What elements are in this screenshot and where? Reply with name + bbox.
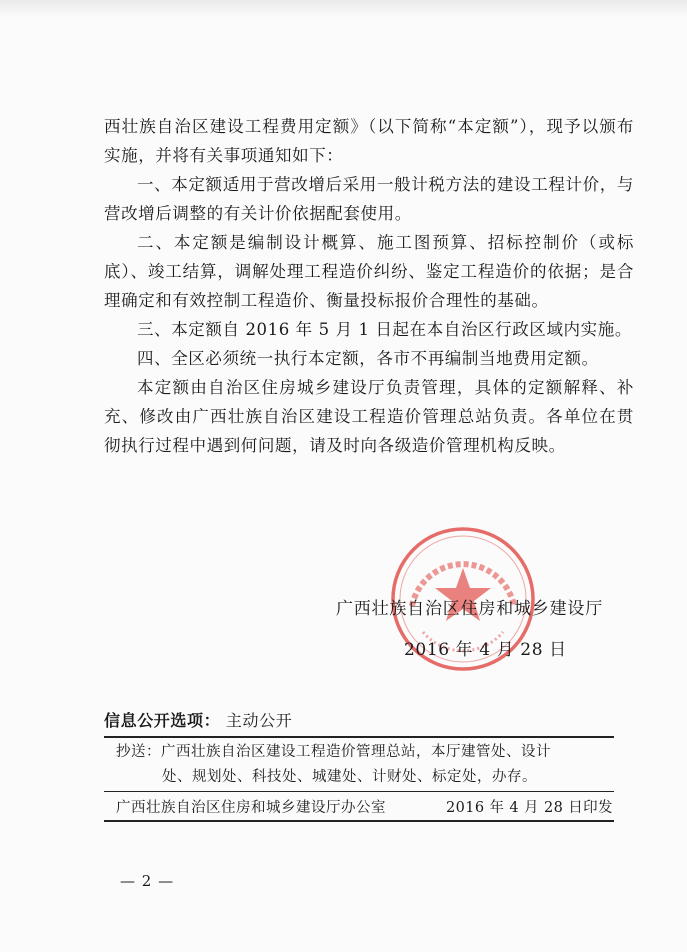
notice-body xyxy=(104,112,634,460)
issuing-office: 广西壮族自治区住房和城乡建设厅办公室 xyxy=(116,800,386,816)
cc-list xyxy=(116,740,606,790)
page-number: — 2 — xyxy=(120,872,175,890)
cc-line-2: 处、规划处、科技处、城建处、计财处、标定处，办存。 xyxy=(162,769,537,785)
disclosure-option xyxy=(104,708,292,731)
scan-edge-shade xyxy=(0,0,687,18)
issue-date: 2016 年 4 月 28 日印发 xyxy=(446,800,613,816)
body-paragraph-4: 四、全区必须统一执行本定额，各市不再编制当地费用定额。 xyxy=(137,349,599,368)
body-paragraph-2: 二、本定额是编制设计概算、施工图预算、招标控制价（或标底）、竣工结算，调解处理工程造价纠纷、鉴定工程造价的依据；是合理确定和有效控制工程造价、衡量投标报价合理性的基础。 xyxy=(104,233,634,310)
divider-bottom xyxy=(104,820,614,822)
body-paragraph-3: 三、本定额自 2016 年 5 月 1 日起在本自治区行政区域内实施。 xyxy=(137,320,632,339)
disclosure-value: 主动公开 xyxy=(225,711,293,730)
signature-org: 广西壮族自治区住房和城乡建设厅 xyxy=(336,599,603,619)
signature-date: 2016 年 4 月 28 日 xyxy=(404,640,567,660)
divider-top xyxy=(104,736,614,738)
body-paragraph-1: 一、本定额适用于营改增后采用一般计税方法的建设工程计价，与营改增后调整的有关计价依据配套使用。 xyxy=(104,175,634,223)
body-paragraph-5: 本定额由自治区住房城乡建设厅负责管理，具体的定额解释、补充、修改由广西壮族自治区建设工程造价管理总站负责。各单位在贯彻执行过程中遇到何问题，请及时向各级造价管理机构反映。 xyxy=(104,378,634,455)
body-paragraph-intro: 西壮族自治区建设工程费用定额》（以下简称“本定额”），现予以颁布实施，并将有关事项通知如下： xyxy=(104,117,634,165)
divider-middle xyxy=(104,791,614,792)
cc-line-1: 抄送：广西壮族自治区建设工程造价管理总站，本厅建管处、设计 xyxy=(116,744,551,760)
disclosure-label: 信息公开选项： xyxy=(104,711,221,730)
